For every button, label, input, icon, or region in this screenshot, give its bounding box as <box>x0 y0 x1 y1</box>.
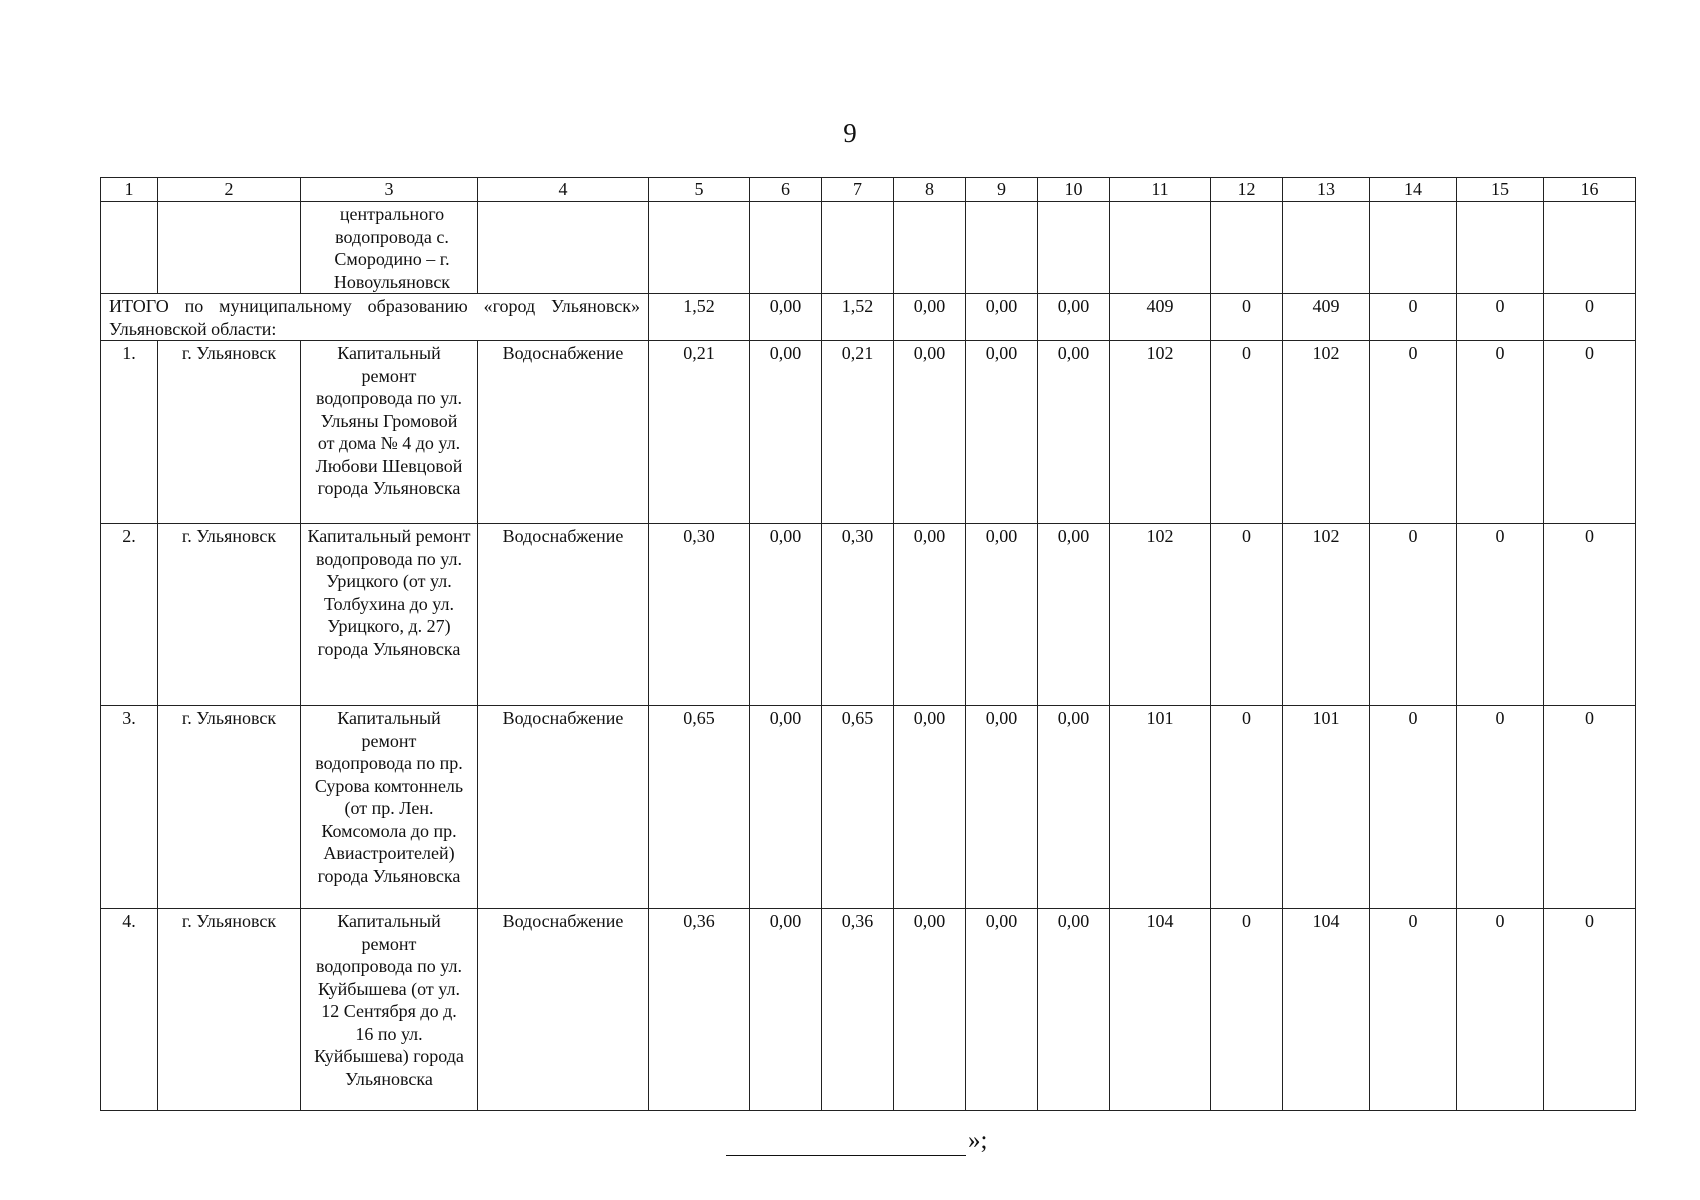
object-name-cell: Капитальный ремонт водопровода по пр. Сурова комтоннель (от пр. Лен. Комсомола до пр. Авиастроителей) города Ульяновска <box>301 706 478 909</box>
value-cell: 0 <box>1370 706 1457 909</box>
column-header: 7 <box>822 178 894 202</box>
column-header: 10 <box>1038 178 1110 202</box>
column-header: 11 <box>1110 178 1211 202</box>
value-cell: 0 <box>1370 341 1457 524</box>
value-cell: 102 <box>1283 524 1370 706</box>
column-number-row <box>101 178 1636 202</box>
value-cell: 0,65 <box>822 706 894 909</box>
column-header: 8 <box>894 178 966 202</box>
value-cell: 0,00 <box>1038 909 1110 1111</box>
value-cell: 0 <box>1544 341 1636 524</box>
value-cell: 0,65 <box>649 706 750 909</box>
value-cell: 0 <box>1457 909 1544 1111</box>
value-cell: 0 <box>1211 706 1283 909</box>
value-cell: 0,00 <box>966 341 1038 524</box>
value-cell: 0,00 <box>750 294 822 341</box>
value-cell: 0,00 <box>894 524 966 706</box>
value-cell: 0,36 <box>649 909 750 1111</box>
value-cell: 409 <box>1110 294 1211 341</box>
value-cell: 0 <box>1211 294 1283 341</box>
row-number: 4. <box>101 909 158 1111</box>
value-cell: 0,00 <box>750 341 822 524</box>
table-row <box>101 341 1636 524</box>
page-number: 9 <box>843 118 857 148</box>
value-cell: 0 <box>1370 294 1457 341</box>
row-number: 2. <box>101 524 158 706</box>
city-cell: г. Ульяновск <box>158 524 301 706</box>
city-cell: г. Ульяновск <box>158 706 301 909</box>
column-header: 1 <box>101 178 158 202</box>
value-cell: 0,36 <box>822 909 894 1111</box>
column-header: 5 <box>649 178 750 202</box>
object-name-cell: Капитальный ремонт водопровода по ул. Куйбышева (от ул. 12 Сентября до д. 16 по ул. Куйбышева) города Ульяновска <box>301 909 478 1111</box>
column-header: 9 <box>966 178 1038 202</box>
value-cell: 102 <box>1283 341 1370 524</box>
total-label: ИТОГО по муниципальному образованию «город Ульяновск» Ульяновской области: <box>101 294 649 341</box>
city-cell: г. Ульяновск <box>158 341 301 524</box>
value-cell: 0,00 <box>894 294 966 341</box>
row-number: 1. <box>101 341 158 524</box>
column-header: 15 <box>1457 178 1544 202</box>
value-cell: 0,00 <box>750 909 822 1111</box>
column-header: 3 <box>301 178 478 202</box>
value-cell: 0 <box>1457 524 1544 706</box>
category-cell: Водоснабжение <box>478 524 649 706</box>
column-header: 14 <box>1370 178 1457 202</box>
value-cell: 0,00 <box>750 524 822 706</box>
value-cell: 0,21 <box>649 341 750 524</box>
value-cell: 104 <box>1110 909 1211 1111</box>
value-cell: 0,00 <box>966 909 1038 1111</box>
value-cell: 0 <box>1544 706 1636 909</box>
value-cell: 1,52 <box>649 294 750 341</box>
signature-line <box>726 1130 966 1156</box>
value-cell: 102 <box>1110 341 1211 524</box>
column-header: 16 <box>1544 178 1636 202</box>
value-cell: 0 <box>1457 706 1544 909</box>
value-cell: 0,00 <box>1038 706 1110 909</box>
value-cell: 0,00 <box>966 706 1038 909</box>
value-cell: 0 <box>1544 524 1636 706</box>
value-cell: 0 <box>1211 341 1283 524</box>
closing-quote: »; <box>968 1127 988 1154</box>
value-cell: 0 <box>1544 294 1636 341</box>
value-cell: 0,21 <box>822 341 894 524</box>
table-row <box>101 524 1636 706</box>
value-cell: 0 <box>1370 909 1457 1111</box>
value-cell: 0,00 <box>966 294 1038 341</box>
object-name-cell: Капитальный ремонт водопровода по ул. Урицкого (от ул. Толбухина до ул. Урицкого, д. 27) города Ульяновска <box>301 524 478 706</box>
table-row <box>101 909 1636 1111</box>
category-cell: Водоснабжение <box>478 706 649 909</box>
column-header: 4 <box>478 178 649 202</box>
value-cell: 0,00 <box>1038 341 1110 524</box>
value-cell: 0,00 <box>750 706 822 909</box>
value-cell: 0,00 <box>1038 294 1110 341</box>
city-cell: г. Ульяновск <box>158 909 301 1111</box>
total-row <box>101 294 1636 341</box>
column-header: 13 <box>1283 178 1370 202</box>
category-cell: Водоснабжение <box>478 341 649 524</box>
value-cell: 0 <box>1544 909 1636 1111</box>
closing-mark <box>726 1126 987 1156</box>
column-header: 6 <box>750 178 822 202</box>
value-cell: 0 <box>1457 294 1544 341</box>
value-cell: 102 <box>1110 524 1211 706</box>
value-cell: 101 <box>1110 706 1211 909</box>
value-cell: 0,30 <box>649 524 750 706</box>
value-cell: 104 <box>1283 909 1370 1111</box>
object-name-cell: центрального водопровода с. Смородино – г. Новоульяновск <box>301 202 478 294</box>
value-cell: 409 <box>1283 294 1370 341</box>
table-row <box>101 706 1636 909</box>
value-cell: 0 <box>1211 909 1283 1111</box>
column-header: 2 <box>158 178 301 202</box>
value-cell: 1,52 <box>822 294 894 341</box>
value-cell: 0,00 <box>966 524 1038 706</box>
object-name-cell: Капитальный ремонт водопровода по ул. Ульяны Громовой от дома № 4 до ул. Любови Шевцовой города Ульяновска <box>301 341 478 524</box>
value-cell: 0 <box>1370 524 1457 706</box>
value-cell: 0,00 <box>894 706 966 909</box>
value-cell: 0,00 <box>894 341 966 524</box>
investment-program-table <box>100 177 1636 1111</box>
value-cell: 0 <box>1211 524 1283 706</box>
row-number: 3. <box>101 706 158 909</box>
value-cell: 0 <box>1457 341 1544 524</box>
category-cell: Водоснабжение <box>478 909 649 1111</box>
column-header: 12 <box>1211 178 1283 202</box>
value-cell: 0,30 <box>822 524 894 706</box>
value-cell: 0,00 <box>894 909 966 1111</box>
value-cell: 0,00 <box>1038 524 1110 706</box>
continuation-row <box>101 202 1636 294</box>
value-cell: 101 <box>1283 706 1370 909</box>
